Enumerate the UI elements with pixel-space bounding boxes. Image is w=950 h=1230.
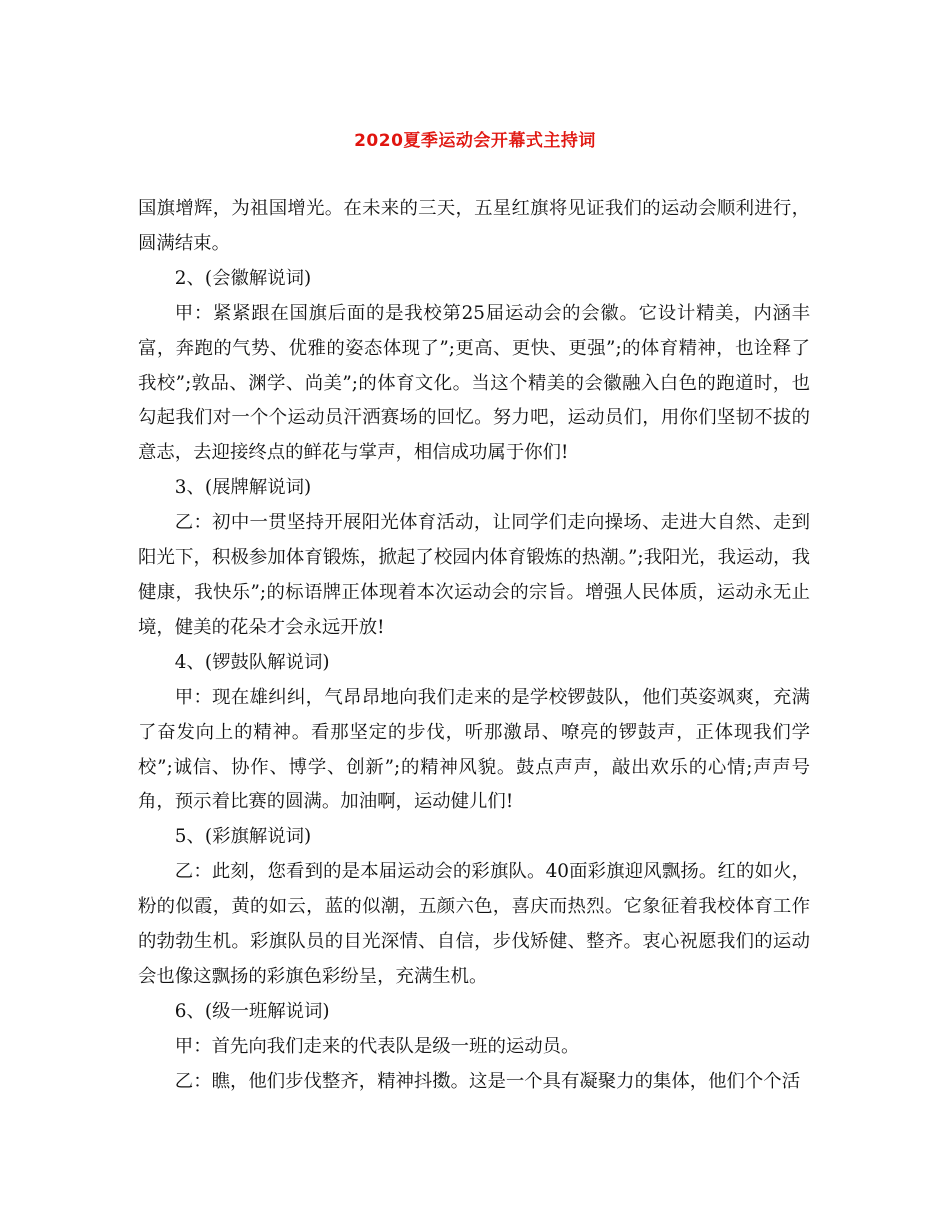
body-paragraph: 乙：瞧，他们步伐整齐，精神抖擞。这是一个具有凝聚力的集体，他们个个活 [174, 1070, 801, 1092]
body-paragraph: 5、(彩旗解说词) [174, 826, 312, 848]
body-paragraph: 甲：首先向我们走来的代表队是级一班的运动员。 [174, 1035, 580, 1057]
body-paragraph: 甲：紧紧跟在国旗后面的是我校第25届运动会的会徽。它设计精美，内涵丰富，奔跑的气势、优雅的姿态体现了”;更高、更快、更强”;的体育精神，也诠释了我校”;敦品、渊学、尚美”;的体育文化。当这个精美的会徽融入白色的跑道时，也勾起我们对一个个运动员汗洒赛场的回忆。努力吧，运动员们，用你们坚韧不拔的意志，去迎接终点的鲜花与掌声，相信成功属于你们! [138, 302, 810, 464]
body-paragraph: 甲：现在雄纠纠，气昂昂地向我们走来的是学校锣鼓队，他们英姿飒爽，充满了奋发向上的精神。看那坚定的步伐，听那激昂、嘹亮的锣鼓声，正体现我们学校”;诚信、协作、博学、创新”;的精神风貌。鼓点声声，敲出欢乐的心情;声声号角，预示着比赛的圆满。加油啊，运动健儿们! [138, 686, 810, 813]
body-paragraph: 国旗增辉，为祖国增光。在未来的三天，五星红旗将见证我们的运动会顺利进行，圆满结束。 [138, 198, 810, 254]
body-paragraph: 乙：初中一贯坚持开展阳光体育活动，让同学们走向操场、走进大自然、走到阳光下，积极参加体育锻炼，掀起了校园内体育锻炼的热潮。”;我阳光，我运动，我健康，我快乐”;的标语牌正体现着本次运动会的宗旨。增强人民体质，运动永无止境，健美的花朵才会永远开放! [138, 512, 810, 638]
document-body [138, 192, 810, 1100]
body-paragraph: 6、(级一班解说词) [174, 1000, 330, 1022]
body-paragraph: 4、(锣鼓队解说词) [174, 651, 330, 673]
body-paragraph: 2、(会徽解说词) [174, 267, 312, 289]
body-paragraph: 乙：此刻，您看到的是本届运动会的彩旗队。40面彩旗迎风飘扬。红的如火，粉的似霞，黄的如云，蓝的似潮，五颜六色，喜庆而热烈。它象征着我校体育工作的勃勃生机。彩旗队员的目光深情、自信，步伐矫健、整齐。衷心祝愿我们的运动会也像这飘扬的彩旗色彩纷呈，充满生机。 [138, 861, 810, 987]
document-title: 2020夏季运动会开幕式主持词 [354, 131, 596, 151]
body-paragraph: 3、(展牌解说词) [174, 477, 312, 499]
